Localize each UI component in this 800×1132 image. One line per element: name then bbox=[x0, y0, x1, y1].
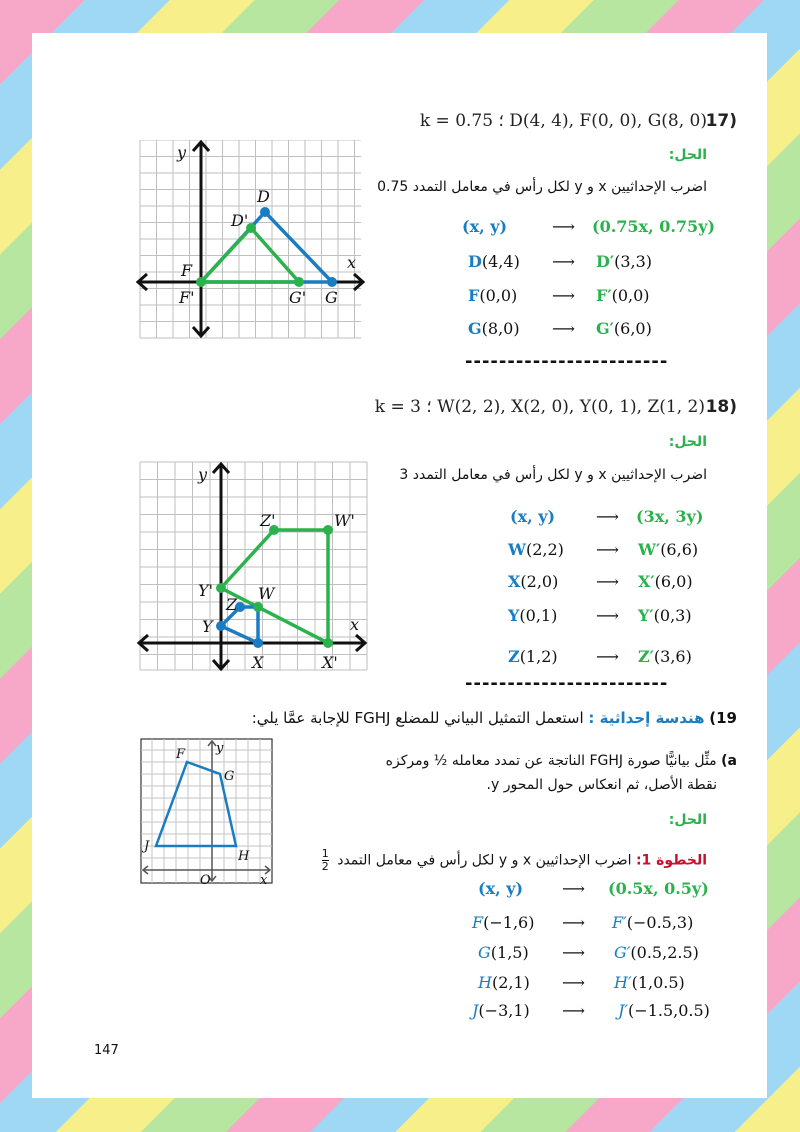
q17-number: 17) bbox=[705, 111, 737, 131]
q17-label-Gp: G' bbox=[289, 288, 307, 307]
q18-separator: ------------------------ bbox=[465, 673, 669, 694]
q19-header-text: استعمل التمثيل البياني للمضلع FGHJ للإجابة عمَّا يلي: bbox=[251, 709, 584, 727]
q19-step bbox=[322, 848, 707, 873]
q19-header: 19) هندسة إحداثية : استعمل التمثيل البياني للمضلع FGHJ للإجابة عمَّا يلي: bbox=[251, 709, 737, 727]
q18-label-Yp: Y' bbox=[198, 581, 213, 600]
q19-label-y: y bbox=[216, 741, 224, 756]
q19-solution-label: الحل: bbox=[668, 812, 707, 828]
q18-solution-label: الحل: bbox=[668, 434, 707, 450]
q18-row-3: Y(0,1) ⟶ Y′(0,3) bbox=[508, 606, 692, 625]
q19-label-x: x bbox=[260, 873, 268, 884]
q18-point-Y bbox=[216, 621, 226, 631]
q17-label-G: G bbox=[325, 288, 338, 307]
q17-point-D bbox=[260, 207, 270, 217]
q18-label-Z: Z bbox=[226, 595, 238, 614]
q19-label-O: O bbox=[200, 873, 211, 884]
q19-graph bbox=[140, 738, 273, 884]
q17-row-3: G(8,0) ⟶ G′(6,0) bbox=[468, 319, 652, 338]
q18-row-2: X(2,0) ⟶ X′(6,0) bbox=[508, 572, 693, 591]
q17-label-F: F bbox=[181, 261, 193, 280]
q17-header-text: k = 0.75 ؛ D(4, 4), F(0, 0), G(8, 0) bbox=[419, 111, 707, 131]
q19-part-line2: نقطة الأصل، ثم انعكاس حول المحور y. bbox=[486, 777, 717, 793]
q17-label-Dp: D' bbox=[231, 211, 249, 230]
q17-row-2: F(0,0) ⟶ F′(0,0) bbox=[468, 286, 650, 305]
q19-step-label: الخطوة 1: bbox=[635, 852, 707, 869]
q19-row-1: F(−1,6) ⟶ F′(−0.5,3) bbox=[472, 913, 694, 932]
q18-header: k = 3 ؛ W(2, 2), X(2, 0), Y(0, 1), Z(1, 2) bbox=[374, 397, 705, 417]
q19-label-H: H bbox=[238, 849, 250, 864]
q19-subtitle: هندسة إحداثية : bbox=[588, 709, 705, 727]
q19-row-3: H(2,1) ⟶ H′(1,0.5) bbox=[478, 973, 685, 992]
q19-fraction: $\frac{1}{2}$ bbox=[321, 847, 329, 873]
q17-point-G bbox=[327, 277, 337, 287]
q18-point-Xp bbox=[323, 638, 333, 648]
q18-label-y: y bbox=[198, 465, 208, 484]
q17-point-F bbox=[196, 277, 206, 287]
q19-step-text: اضرب الإحداثيين x و y لكل رأس في معامل التمدد bbox=[337, 852, 632, 869]
q19-row-2: G(1,5) ⟶ G′(0.5,2.5) bbox=[478, 943, 699, 962]
q17-graph bbox=[135, 140, 370, 340]
q18-instruction: اضرب الإحداثيين x و y لكل رأس في معامل التمدد 3 bbox=[399, 467, 707, 483]
q18-label-Y: Y bbox=[202, 617, 213, 636]
q18-label-x: x bbox=[350, 615, 360, 634]
q17-row-0: (x, y) ⟶ (0.75x, 0.75y) bbox=[462, 217, 716, 236]
q18-image-polygon bbox=[221, 530, 328, 643]
q17-label-Fp: F' bbox=[179, 288, 195, 307]
q18-point-Yp bbox=[216, 583, 226, 593]
q19-row-4: J(−3,1) ⟶ J′(−1.5,0.5) bbox=[472, 1001, 710, 1020]
q18-point-X bbox=[253, 638, 263, 648]
q17-row-1: D(4,4) ⟶ D′(3,3) bbox=[468, 252, 653, 271]
q19-part-a bbox=[386, 749, 737, 797]
q17-header bbox=[420, 111, 707, 131]
q18-label-Wp: W' bbox=[334, 511, 355, 530]
q18-label-Xp: X' bbox=[322, 653, 338, 672]
q18-row-1: W(2,2) ⟶ W′(6,6) bbox=[508, 540, 699, 559]
q18-point-W bbox=[253, 602, 263, 612]
q19-row-0: (x, y) ⟶ (0.5x, 0.5y) bbox=[478, 879, 709, 898]
q18-label-X: X bbox=[252, 653, 264, 672]
q18-row-4: Z(1,2) ⟶ Z′(3,6) bbox=[508, 647, 692, 666]
q17-label-D: D bbox=[257, 187, 270, 206]
q18-number: 18) bbox=[705, 397, 737, 417]
q17-label-x: x bbox=[347, 253, 357, 272]
q18-graph bbox=[136, 458, 368, 673]
q17-point-Gp bbox=[294, 277, 304, 287]
page bbox=[32, 33, 767, 1098]
q17-instruction: اضرب الإحداثيين x و y لكل رأس في معامل التمدد 0.75 bbox=[377, 179, 707, 195]
q19-part-line1: مثِّل بيانيًّا صورة FGHJ الناتجة عن تمدد معامله ½ ومركزه bbox=[385, 753, 717, 769]
q17-solution-label: الحل: bbox=[668, 147, 707, 163]
q19-part-label: a) bbox=[721, 753, 737, 769]
q19-label-G: G bbox=[224, 769, 235, 784]
page-number: 147 bbox=[94, 1043, 119, 1058]
q18-row-0: (x, y) ⟶ (3x, 3y) bbox=[510, 507, 704, 526]
q18-label-W: W bbox=[258, 584, 275, 603]
q17-separator: ------------------------ bbox=[465, 351, 669, 372]
q18-point-Wp bbox=[323, 525, 333, 535]
q19-label-F: F bbox=[176, 747, 186, 762]
q18-label-Zp: Z' bbox=[260, 511, 276, 530]
q17-label-y: y bbox=[177, 143, 187, 162]
q19-label-J: J bbox=[144, 839, 150, 854]
